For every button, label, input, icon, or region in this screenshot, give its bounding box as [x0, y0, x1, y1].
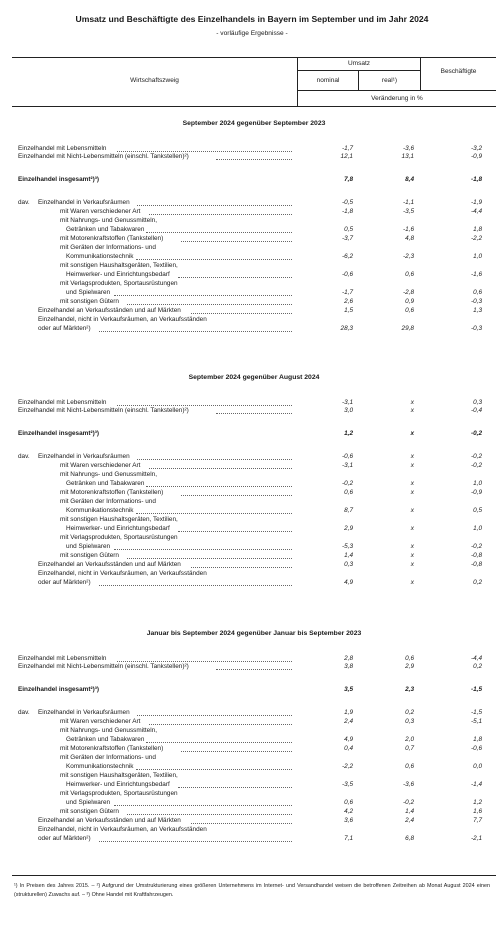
value-nominal: 3,8: [344, 663, 353, 670]
row-leader: [136, 259, 292, 260]
row-leader: [178, 277, 292, 278]
dav-marker: dav.: [18, 453, 30, 460]
value-nominal: 3,5: [344, 686, 353, 693]
row-label: mit Waren verschiedener Art: [60, 718, 141, 725]
row-label: mit Waren verschiedener Art: [60, 208, 141, 215]
value-besch: -0,3: [470, 325, 482, 332]
row-leader: [216, 159, 292, 160]
value-real: x: [410, 462, 414, 469]
value-nominal: -1,7: [341, 145, 353, 152]
value-real: 0,7: [405, 745, 414, 752]
value-real: -2,3: [402, 253, 414, 260]
row-label: mit Verlagsprodukten, Sportausrüstungen: [60, 280, 178, 287]
section-heading: September 2024 gegenüber August 2024: [188, 374, 320, 381]
value-nominal: 0,3: [344, 561, 353, 568]
value-besch: 1,2: [473, 799, 482, 806]
value-nominal: -3,5: [341, 781, 353, 788]
row-label: Einzelhandel an Verkaufsständen und auf Märkten: [38, 817, 181, 824]
value-real: 8,4: [405, 176, 414, 183]
value-nominal: 7,8: [344, 176, 353, 183]
page-title: Umsatz und Beschäftigte des Einzelhandels in Bayern im September und im Jahr 2024: [75, 14, 429, 24]
row-leader: [117, 661, 292, 662]
row-label: mit sonstigen Gütern: [60, 552, 119, 559]
row-label: Einzelhandel insgesamt²)³): [18, 430, 99, 437]
row-leader: [99, 331, 292, 332]
row-label: mit Verlagsprodukten, Sportausrüstungen: [60, 790, 178, 797]
row-label: Heimwerker- und Einrichtungsbedarf: [66, 525, 170, 532]
header-veraenderung: Veränderung in %: [371, 95, 423, 102]
value-nominal: 28,3: [340, 325, 353, 332]
row-leader: [146, 232, 292, 233]
value-besch: -1,5: [470, 686, 482, 693]
value-real: x: [410, 480, 414, 487]
row-label: Getränken und Tabakwaren: [66, 226, 145, 233]
page-subtitle: - vorläufige Ergebnisse -: [216, 30, 288, 37]
value-real: 0,6: [405, 307, 414, 314]
value-nominal: 12,1: [340, 153, 353, 160]
header-umsatz: Umsatz: [347, 60, 371, 67]
value-nominal: 8,7: [344, 507, 353, 514]
value-besch: -0,9: [470, 489, 482, 496]
value-nominal: -0,2: [341, 480, 353, 487]
row-label: Einzelhandel, nicht in Verkaufsräumen, an Verkaufsständen: [38, 316, 207, 323]
value-besch: -1,9: [470, 199, 482, 206]
value-nominal: 0,6: [344, 799, 353, 806]
row-label: oder auf Märkten²): [38, 579, 91, 586]
value-real: x: [410, 579, 414, 586]
value-nominal: -6,2: [341, 253, 353, 260]
row-label: Kommunikationstechnik: [66, 253, 134, 260]
value-real: 6,8: [405, 835, 414, 842]
row-leader: [137, 459, 292, 460]
value-nominal: -3,7: [341, 235, 353, 242]
value-nominal: 4,9: [344, 736, 353, 743]
row-leader: [178, 787, 292, 788]
row-leader: [146, 742, 292, 743]
value-real: 0,9: [405, 298, 414, 305]
value-besch: -2,2: [470, 235, 482, 242]
value-nominal: -3,1: [341, 399, 353, 406]
row-leader: [117, 151, 292, 152]
value-nominal: 2,9: [344, 525, 353, 532]
value-real: x: [410, 507, 414, 514]
row-label: Einzelhandel an Verkaufsständen und auf Märkten: [38, 561, 181, 568]
row-label: mit Motorenkraftstoffen (Tankstellen): [60, 489, 164, 496]
row-label: Einzelhandel in Verkaufsräumen: [38, 453, 130, 460]
row-label: Einzelhandel mit Lebensmitteln: [18, 145, 107, 152]
value-real: 1,4: [405, 808, 414, 815]
row-label: Einzelhandel mit Lebensmitteln: [18, 655, 107, 662]
value-nominal: -5,3: [341, 543, 353, 550]
header-bottom-rule: [12, 106, 496, 107]
value-nominal: 3,6: [344, 817, 353, 824]
value-real: 4,8: [405, 235, 414, 242]
row-label: mit sonstigen Haushaltsgeräten, Textilien,: [60, 262, 178, 269]
row-label: und Spielwaren: [66, 799, 111, 806]
row-label: mit sonstigen Gütern: [60, 298, 119, 305]
footnote-rule: [12, 875, 496, 876]
value-nominal: 1,2: [344, 430, 353, 437]
row-label: mit Nahrungs- und Genussmitteln,: [60, 471, 157, 478]
value-real: 0,2: [405, 709, 414, 716]
value-nominal: -0,6: [341, 453, 353, 460]
value-nominal: 0,4: [344, 745, 353, 752]
value-besch: 0,5: [473, 507, 482, 514]
value-besch: -1,8: [470, 176, 482, 183]
value-real: x: [410, 525, 414, 532]
row-label: oder auf Märkten²): [38, 325, 91, 332]
row-label: Heimwerker- und Einrichtungsbedarf: [66, 781, 170, 788]
row-leader: [191, 567, 292, 568]
value-nominal: 7,1: [344, 835, 353, 842]
row-leader: [178, 531, 292, 532]
row-label: mit Geräten der Informations- und: [60, 754, 156, 761]
value-besch: -4,4: [470, 208, 482, 215]
value-nominal: 2,8: [344, 655, 353, 662]
row-leader: [216, 413, 292, 414]
value-besch: -0,3: [470, 298, 482, 305]
row-label: mit sonstigen Haushaltsgeräten, Textilien,: [60, 772, 178, 779]
row-label: mit Geräten der Informations- und: [60, 244, 156, 251]
row-leader: [216, 669, 292, 670]
value-besch: -0,2: [470, 430, 482, 437]
value-real: -0,2: [402, 799, 414, 806]
value-real: 29,8: [401, 325, 414, 332]
value-besch: -0,9: [470, 153, 482, 160]
row-leader: [149, 468, 292, 469]
row-leader: [114, 549, 292, 550]
value-besch: -1,4: [470, 781, 482, 788]
row-label: Einzelhandel an Verkaufsständen und auf Märkten: [38, 307, 181, 314]
value-besch: 1,6: [473, 808, 482, 815]
value-besch: 7,7: [473, 817, 482, 824]
value-nominal: -1,8: [341, 208, 353, 215]
header-mid-rule: [298, 90, 496, 91]
value-real: 2,0: [405, 736, 414, 743]
row-label: mit Motorenkraftstoffen (Tankstellen): [60, 745, 164, 752]
row-label: Einzelhandel in Verkaufsräumen: [38, 709, 130, 716]
value-real: x: [410, 489, 414, 496]
value-nominal: -1,7: [341, 289, 353, 296]
row-label: Getränken und Tabakwaren: [66, 480, 145, 487]
value-real: x: [410, 399, 414, 406]
value-real: 13,1: [401, 153, 414, 160]
row-leader: [181, 751, 292, 752]
value-real: 2,9: [405, 663, 414, 670]
row-leader: [136, 513, 292, 514]
row-leader: [99, 841, 292, 842]
row-leader: [99, 585, 292, 586]
row-label: Einzelhandel insgesamt²)³): [18, 686, 99, 693]
row-leader: [127, 304, 292, 305]
value-nominal: -0,5: [341, 199, 353, 206]
value-nominal: 4,2: [344, 808, 353, 815]
row-label: Kommunikationstechnik: [66, 507, 134, 514]
value-nominal: 2,6: [344, 298, 353, 305]
value-besch: -0,2: [470, 462, 482, 469]
value-real: 0,6: [405, 655, 414, 662]
row-label: mit Nahrungs- und Genussmitteln,: [60, 217, 157, 224]
value-besch: 0,3: [473, 399, 482, 406]
header-top-rule: [12, 57, 496, 58]
value-besch: 0,0: [473, 763, 482, 770]
section-heading: September 2024 gegenüber September 2023: [182, 120, 326, 127]
value-besch: -5,1: [470, 718, 482, 725]
value-besch: -3,2: [470, 145, 482, 152]
row-label: Einzelhandel mit Nicht-Lebensmitteln (einschl. Tankstellen)²): [18, 663, 189, 670]
row-label: mit Motorenkraftstoffen (Tankstellen): [60, 235, 164, 242]
row-leader: [181, 241, 292, 242]
value-real: -3,5: [402, 208, 414, 215]
row-label: Einzelhandel in Verkaufsräumen: [38, 199, 130, 206]
value-nominal: -3,1: [341, 462, 353, 469]
header-nominal: nominal: [316, 77, 340, 84]
row-label: Getränken und Tabakwaren: [66, 736, 145, 743]
value-nominal: 1,9: [344, 709, 353, 716]
value-nominal: 0,5: [344, 226, 353, 233]
row-leader: [191, 313, 292, 314]
row-leader: [191, 823, 292, 824]
value-real: -3,6: [402, 145, 414, 152]
row-label: Heimwerker- und Einrichtungsbedarf: [66, 271, 170, 278]
dav-marker: dav.: [18, 709, 30, 716]
section-heading: Januar bis September 2024 gegenüber Januar bis September 2023: [146, 630, 362, 637]
header-wirtschaftszweig: Wirtschaftszweig: [130, 77, 179, 84]
value-besch: -0,2: [470, 453, 482, 460]
value-real: 0,6: [405, 271, 414, 278]
header-sub-rule: [298, 70, 420, 71]
value-besch: 1,8: [473, 736, 482, 743]
row-label: Einzelhandel mit Lebensmitteln: [18, 399, 107, 406]
value-real: 2,3: [405, 686, 414, 693]
row-leader: [136, 769, 292, 770]
value-besch: -1,5: [470, 709, 482, 716]
value-besch: 1,3: [473, 307, 482, 314]
value-real: x: [410, 552, 414, 559]
value-besch: -2,1: [470, 835, 482, 842]
row-leader: [127, 558, 292, 559]
row-leader: [137, 205, 292, 206]
value-nominal: -0,6: [341, 271, 353, 278]
header-beschaeftigte: Beschäftigte: [440, 68, 477, 75]
row-leader: [117, 405, 292, 406]
row-label: Einzelhandel mit Nicht-Lebensmitteln (einschl. Tankstellen)²): [18, 407, 189, 414]
row-label: Einzelhandel, nicht in Verkaufsräumen, an Verkaufsständen: [38, 826, 207, 833]
value-real: x: [410, 543, 414, 550]
value-real: x: [410, 453, 414, 460]
value-real: -3,6: [402, 781, 414, 788]
value-besch: 1,0: [473, 525, 482, 532]
value-besch: -0,4: [470, 407, 482, 414]
value-besch: 0,2: [473, 663, 482, 670]
value-nominal: 1,5: [344, 307, 353, 314]
value-nominal: -2,2: [341, 763, 353, 770]
row-leader: [114, 805, 292, 806]
value-real: x: [410, 407, 414, 414]
row-label: mit Nahrungs- und Genussmitteln,: [60, 727, 157, 734]
value-besch: 1,0: [473, 253, 482, 260]
row-label: mit sonstigen Gütern: [60, 808, 119, 815]
value-besch: 1,0: [473, 480, 482, 487]
row-label: mit Geräten der Informations- und: [60, 498, 156, 505]
row-label: oder auf Märkten²): [38, 835, 91, 842]
dav-marker: dav.: [18, 199, 30, 206]
row-leader: [114, 295, 292, 296]
value-real: 0,6: [405, 763, 414, 770]
value-besch: -1,6: [470, 271, 482, 278]
row-label: Einzelhandel mit Nicht-Lebensmitteln (einschl. Tankstellen)²): [18, 153, 189, 160]
row-leader: [181, 495, 292, 496]
value-real: 0,3: [405, 718, 414, 725]
value-besch: 0,2: [473, 579, 482, 586]
value-besch: -0,6: [470, 745, 482, 752]
value-nominal: 4,9: [344, 579, 353, 586]
row-label: Einzelhandel, nicht in Verkaufsräumen, an Verkaufsständen: [38, 570, 207, 577]
value-besch: -0,2: [470, 543, 482, 550]
value-real: 2,4: [405, 817, 414, 824]
value-nominal: 1,4: [344, 552, 353, 559]
row-leader: [127, 814, 292, 815]
value-real: -1,6: [402, 226, 414, 233]
value-besch: -0,8: [470, 552, 482, 559]
value-nominal: 3,0: [344, 407, 353, 414]
value-nominal: 0,6: [344, 489, 353, 496]
row-leader: [149, 214, 292, 215]
row-label: Kommunikationstechnik: [66, 763, 134, 770]
row-label: und Spielwaren: [66, 543, 111, 550]
row-leader: [146, 486, 292, 487]
value-nominal: 2,4: [344, 718, 353, 725]
row-leader: [149, 724, 292, 725]
footnote: ¹) In Preisen des Jahres 2015. – ²) Aufgrund der Umstrukturierung eines größeren Unternehmens im Internet- und Versandhandel weisen die betroffenen Zeitreihen ab Monat August 2024 einen (strukturellen) Zuwachs auf. – ³) Ohne Handel mit Kraftfahrzeugen.: [14, 883, 490, 898]
row-leader: [137, 715, 292, 716]
value-real: -1,1: [402, 199, 414, 206]
value-besch: 0,6: [473, 289, 482, 296]
value-real: x: [410, 561, 414, 568]
row-label: Einzelhandel insgesamt²)³): [18, 176, 99, 183]
value-real: x: [410, 430, 414, 437]
row-label: mit Waren verschiedener Art: [60, 462, 141, 469]
header-real: real¹): [381, 77, 398, 84]
value-besch: -4,4: [470, 655, 482, 662]
value-besch: 1,8: [473, 226, 482, 233]
row-label: mit Verlagsprodukten, Sportausrüstungen: [60, 534, 178, 541]
row-label: und Spielwaren: [66, 289, 111, 296]
row-label: mit sonstigen Haushaltsgeräten, Textilien,: [60, 516, 178, 523]
value-besch: -0,8: [470, 561, 482, 568]
value-real: -2,8: [402, 289, 414, 296]
